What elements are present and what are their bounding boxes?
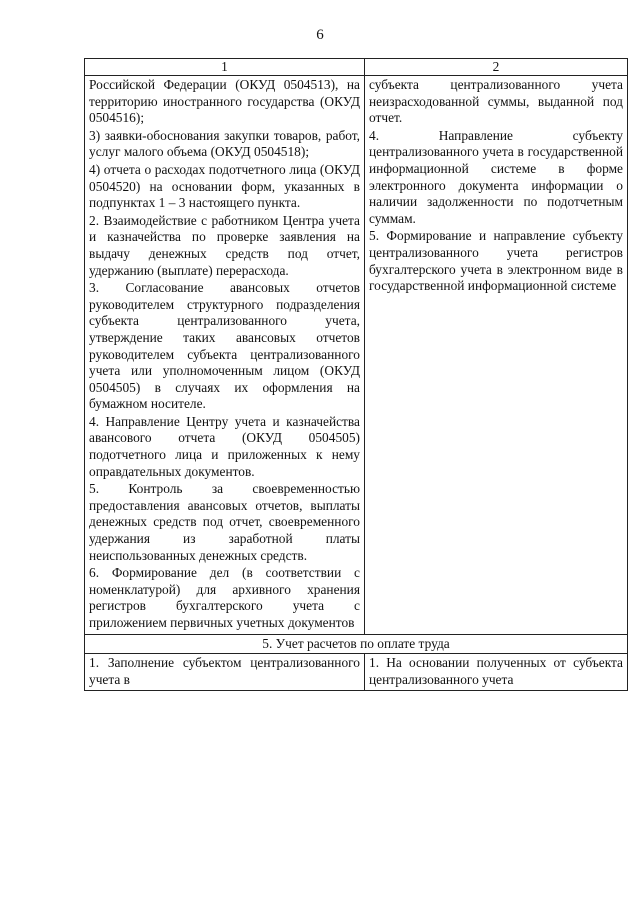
paragraph: 1. На основании полученных от субъекта централизованного учета xyxy=(369,655,623,687)
column-header-2: 2 xyxy=(365,59,628,76)
column-2-cell xyxy=(365,76,628,635)
paragraph: 2. Взаимодействие с работником Центра учета и казначейства по проверке заявления на выдачу денежных средств под отчет, удержанию (выплате) перерасхода. xyxy=(89,212,360,278)
paragraph: субъекта централизованного учета неизрасходованной суммы, выданной под отчет. xyxy=(369,77,623,126)
document-table xyxy=(84,58,628,691)
column-header-1: 1 xyxy=(85,59,365,76)
section-title: 5. Учет расчетов по оплате труда xyxy=(85,634,628,654)
page-number: 6 xyxy=(316,27,324,43)
paragraph: 4) отчета о расходах подотчетного лица (ОКУД 0504520) на основании форм, указанных в подпунктах 1 – 3 настоящего пункта. xyxy=(89,161,360,211)
table-row xyxy=(85,76,628,635)
paragraph: 4. Направление Центру учета и казначейства авансового отчета (ОКУД 0504505) подотчетного лица и приложенных к нему оправдательных документов. xyxy=(89,413,360,479)
paragraph: 3. Согласование авансовых отчетов руководителем структурного подразделения субъекта централизованного учета, утверждение таких авансовых отчетов руководителем субъекта централизованного учета или уполномоченным лицом (ОКУД 0504505) в случаях их оформления на бумажном носителе. xyxy=(89,280,360,412)
column-1-cell xyxy=(85,654,365,691)
paragraph: 5. Контроль за своевременностью предоставления авансовых отчетов, выплаты денежных средств под отчет, своевременного удержания из заработной платы неиспользованных денежных средств. xyxy=(89,481,360,563)
column-1-cell xyxy=(85,76,365,635)
paragraph: 6. Формирование дел (в соответствии с номенклатурой) для архивного хранения регистров бухгалтерского учета с приложением первичных учетных документов xyxy=(89,565,360,630)
paragraph: 3) заявки-обоснования закупки товаров, работ, услуг малого объема (ОКУД 0504518); xyxy=(89,127,360,160)
column-2-cell xyxy=(365,654,628,691)
table-row xyxy=(85,654,628,691)
paragraph: 5. Формирование и направление субъекту централизованного учета регистров бухгалтерского учета в электронном виде в государственной информационной системе xyxy=(369,228,623,294)
paragraph: 4. Направление субъекту централизованного учета в государственной информационной системе в форме электронного документа информации о наличии задолженности по подотчетным суммам. xyxy=(369,127,623,226)
paragraph: 1. Заполнение субъектом централизованного учета в xyxy=(89,655,360,687)
table-header-row xyxy=(85,59,628,76)
paragraph: Российской Федерации (ОКУД 0504513), на территорию иностранного государства (ОКУД 0504516); xyxy=(89,77,360,126)
section-row xyxy=(85,634,628,654)
